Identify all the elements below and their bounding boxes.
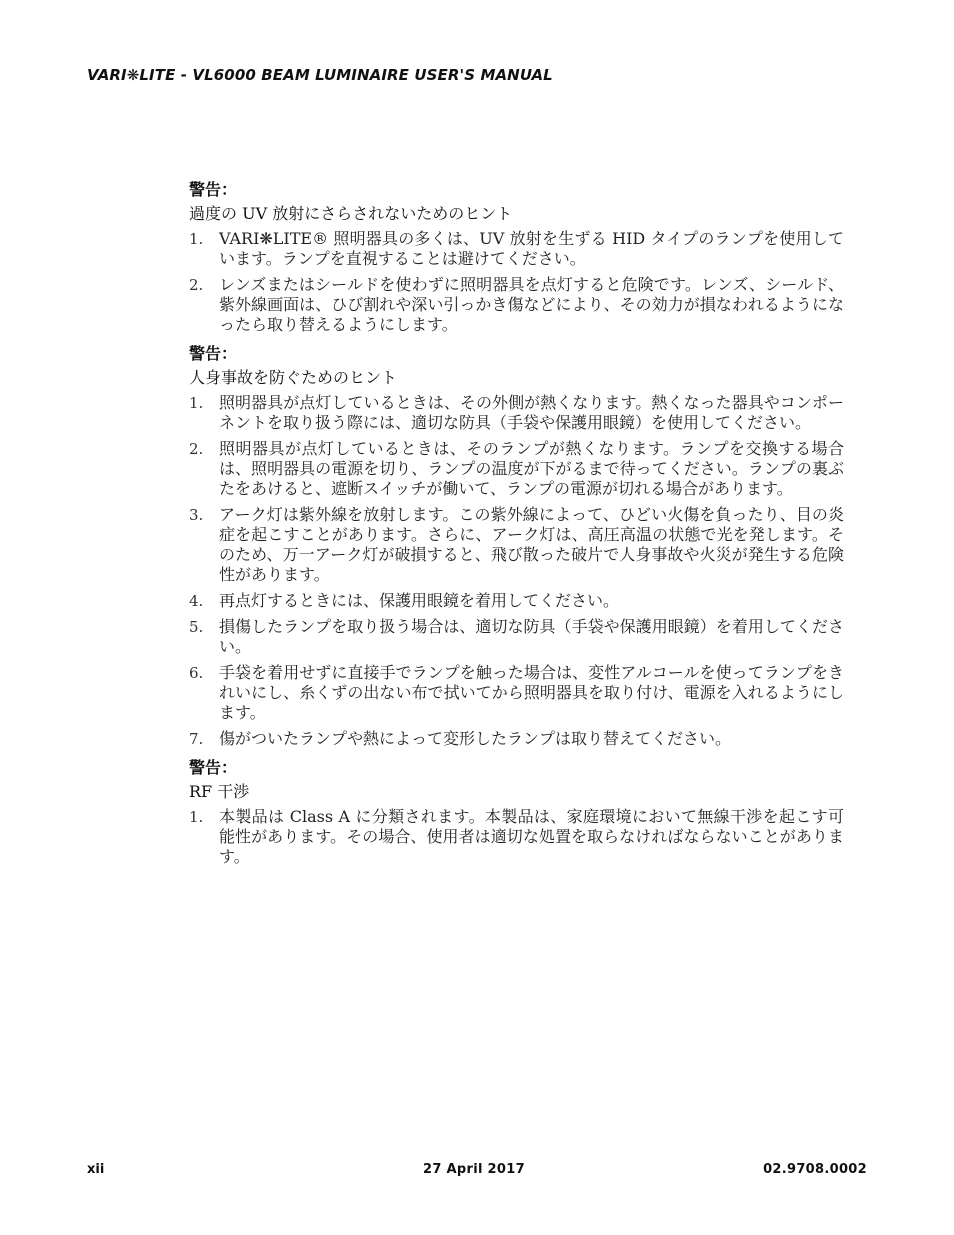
item-number: 2. xyxy=(189,276,204,294)
list-item xyxy=(189,729,844,749)
warning-list xyxy=(189,807,844,867)
item-text: アーク灯は紫外線を放射します。この紫外線によって、ひどい火傷を負ったり、目の炎症を起こすことがあります。さらに、アーク灯は、高圧高温の状態で光を発します。そのため、万一アーク灯が破損すると、飛び散った破片で人身事故や火災が発生する危険性があります。 xyxy=(219,505,844,584)
warning-label: 警告： xyxy=(189,180,238,199)
item-text: VARI❋LITE® 照明器具の多くは、UV 放射を生ずる HID タイプのランプを使用しています。ランプを直視することは避けてください。 xyxy=(219,229,844,268)
list-item xyxy=(189,807,844,867)
warning-label: 警告： xyxy=(189,758,238,777)
list-item xyxy=(189,617,844,657)
list-item xyxy=(189,591,844,611)
warning-subtitle: 人身事故を防ぐためのヒント xyxy=(189,368,398,387)
item-number: 1. xyxy=(189,230,204,248)
item-text: 傷がついたランプや熱によって変形したランプは取り替えてください。 xyxy=(219,729,732,748)
item-text: 照明器具が点灯しているときは、そのランプが熱くなります。ランプを交換する場合は、照明器具の電源を切り、ランプの温度が下がるまで待ってください。ランプの裏ぶたをあけると、遮断スイッチが働いて、ランプの電源が切れる場合があります。 xyxy=(219,439,844,498)
list-item xyxy=(189,663,844,723)
item-number: 7. xyxy=(189,730,204,748)
list-item xyxy=(189,505,844,585)
item-number: 3. xyxy=(189,506,204,524)
item-number: 4. xyxy=(189,592,204,610)
warning-section-uv xyxy=(189,180,844,335)
item-text: レンズまたはシールドを使わずに照明器具を点灯すると危険です。レンズ、シールド、紫外線画面は、ひび割れや深い引っかき傷などにより、その効力が損なわれるようになったら取り替えるようにします。 xyxy=(219,275,844,334)
warning-subtitle: RF 干渉 xyxy=(189,782,250,801)
document-body xyxy=(189,180,844,873)
running-header xyxy=(87,66,847,84)
list-item xyxy=(189,275,844,335)
list-item xyxy=(189,393,844,433)
item-number: 1. xyxy=(189,808,204,826)
item-text: 照明器具が点灯しているときは、その外側が熱くなります。熱くなった器具やコンポーネントを取り扱う際には、適切な防具（手袋や保護用眼鏡）を使用してください。 xyxy=(219,393,844,432)
warning-section-rf xyxy=(189,758,844,867)
item-number: 2. xyxy=(189,440,204,458)
warning-label: 警告： xyxy=(189,344,238,363)
item-text: 本製品は Class A に分類されます。本製品は、家庭環境において無線干渉を起こす可能性があります。その場合、使用者は適切な処置を取らなければならないことがあります。 xyxy=(219,807,844,866)
item-text: 損傷したランプを取り扱う場合は、適切な防具（手袋や保護用眼鏡）を着用してください。 xyxy=(219,617,844,656)
list-item xyxy=(189,229,844,269)
item-number: 1. xyxy=(189,394,204,412)
manual-title: VARI❋LITE - VL6000 BEAM LUMINAIRE USER'S MANUAL xyxy=(87,66,553,84)
warning-subtitle: 過度の UV 放射にさらされないためのヒント xyxy=(189,204,513,223)
item-text: 再点灯するときには、保護用眼鏡を着用してください。 xyxy=(219,591,620,610)
warning-list xyxy=(189,229,844,335)
warning-section-injury xyxy=(189,344,844,749)
document-number: 02.9708.0002 xyxy=(763,1162,867,1177)
item-text: 手袋を着用せずに直接手でランプを触った場合は、変性アルコールを使ってランプをきれいにし、糸くずの出ない布で拭いてから照明器具を取り付け、電源を入れるようにします。 xyxy=(219,663,844,722)
item-number: 6. xyxy=(189,664,204,682)
warning-list xyxy=(189,393,844,749)
page-footer xyxy=(87,1162,867,1180)
page-number: xii xyxy=(87,1162,105,1177)
list-item xyxy=(189,439,844,499)
item-number: 5. xyxy=(189,618,204,636)
footer-date: 27 April 2017 xyxy=(423,1162,525,1177)
